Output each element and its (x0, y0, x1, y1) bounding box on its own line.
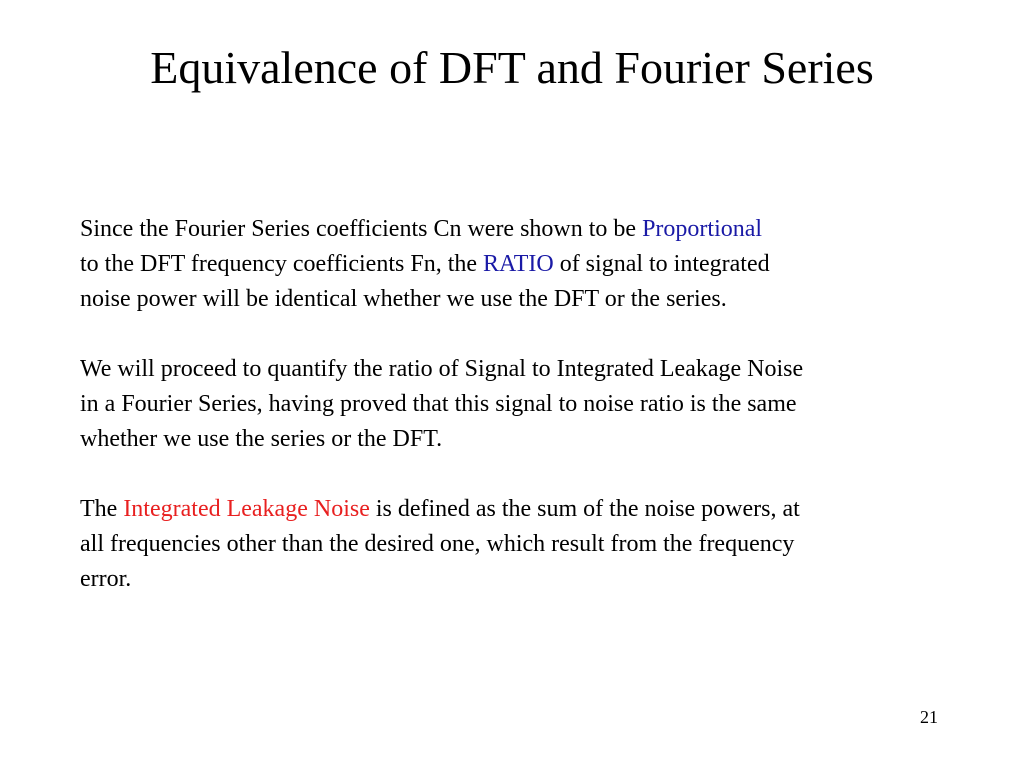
slide-title: Equivalence of DFT and Fourier Series (150, 42, 874, 93)
text-line: noise power will be identical whether we use the DFT or the series. (80, 286, 727, 312)
slide-body (80, 212, 960, 597)
text-segment: The (80, 496, 124, 522)
highlight-integrated-leakage-noise: Integrated Leakage Noise (123, 496, 370, 522)
text-segment: of signal to integrated (553, 251, 770, 277)
text-line: error. (80, 566, 132, 592)
paragraph-proportional (80, 212, 960, 317)
text-line (80, 247, 960, 282)
paragraph-spacer (80, 317, 960, 352)
paragraph-spacer (80, 457, 960, 492)
paragraph-leakage-definition (80, 492, 960, 597)
text-line: in a Fourier Series, having proved that this signal to noise ratio is the same (80, 391, 797, 417)
text-segment: Since the Fourier Series coefficients Cn were shown to be (80, 216, 643, 242)
highlight-ratio: RATIO (483, 251, 554, 277)
text-line: whether we use the series or the DFT. (80, 426, 443, 452)
highlight-proportional: Proportional (642, 216, 763, 242)
text-line (80, 212, 960, 247)
text-line (80, 492, 960, 527)
text-segment: is defined as the sum of the noise powers, at (369, 496, 800, 522)
text-line: We will proceed to quantify the ratio of Signal to Integrated Leakage Noise (80, 356, 804, 382)
paragraph-proceed (80, 352, 960, 457)
text-line: all frequencies other than the desired one, which result from the frequency (80, 531, 795, 557)
text-segment: to the DFT frequency coefficients Fn, the (80, 251, 484, 277)
slide-number: 21 (920, 707, 938, 727)
